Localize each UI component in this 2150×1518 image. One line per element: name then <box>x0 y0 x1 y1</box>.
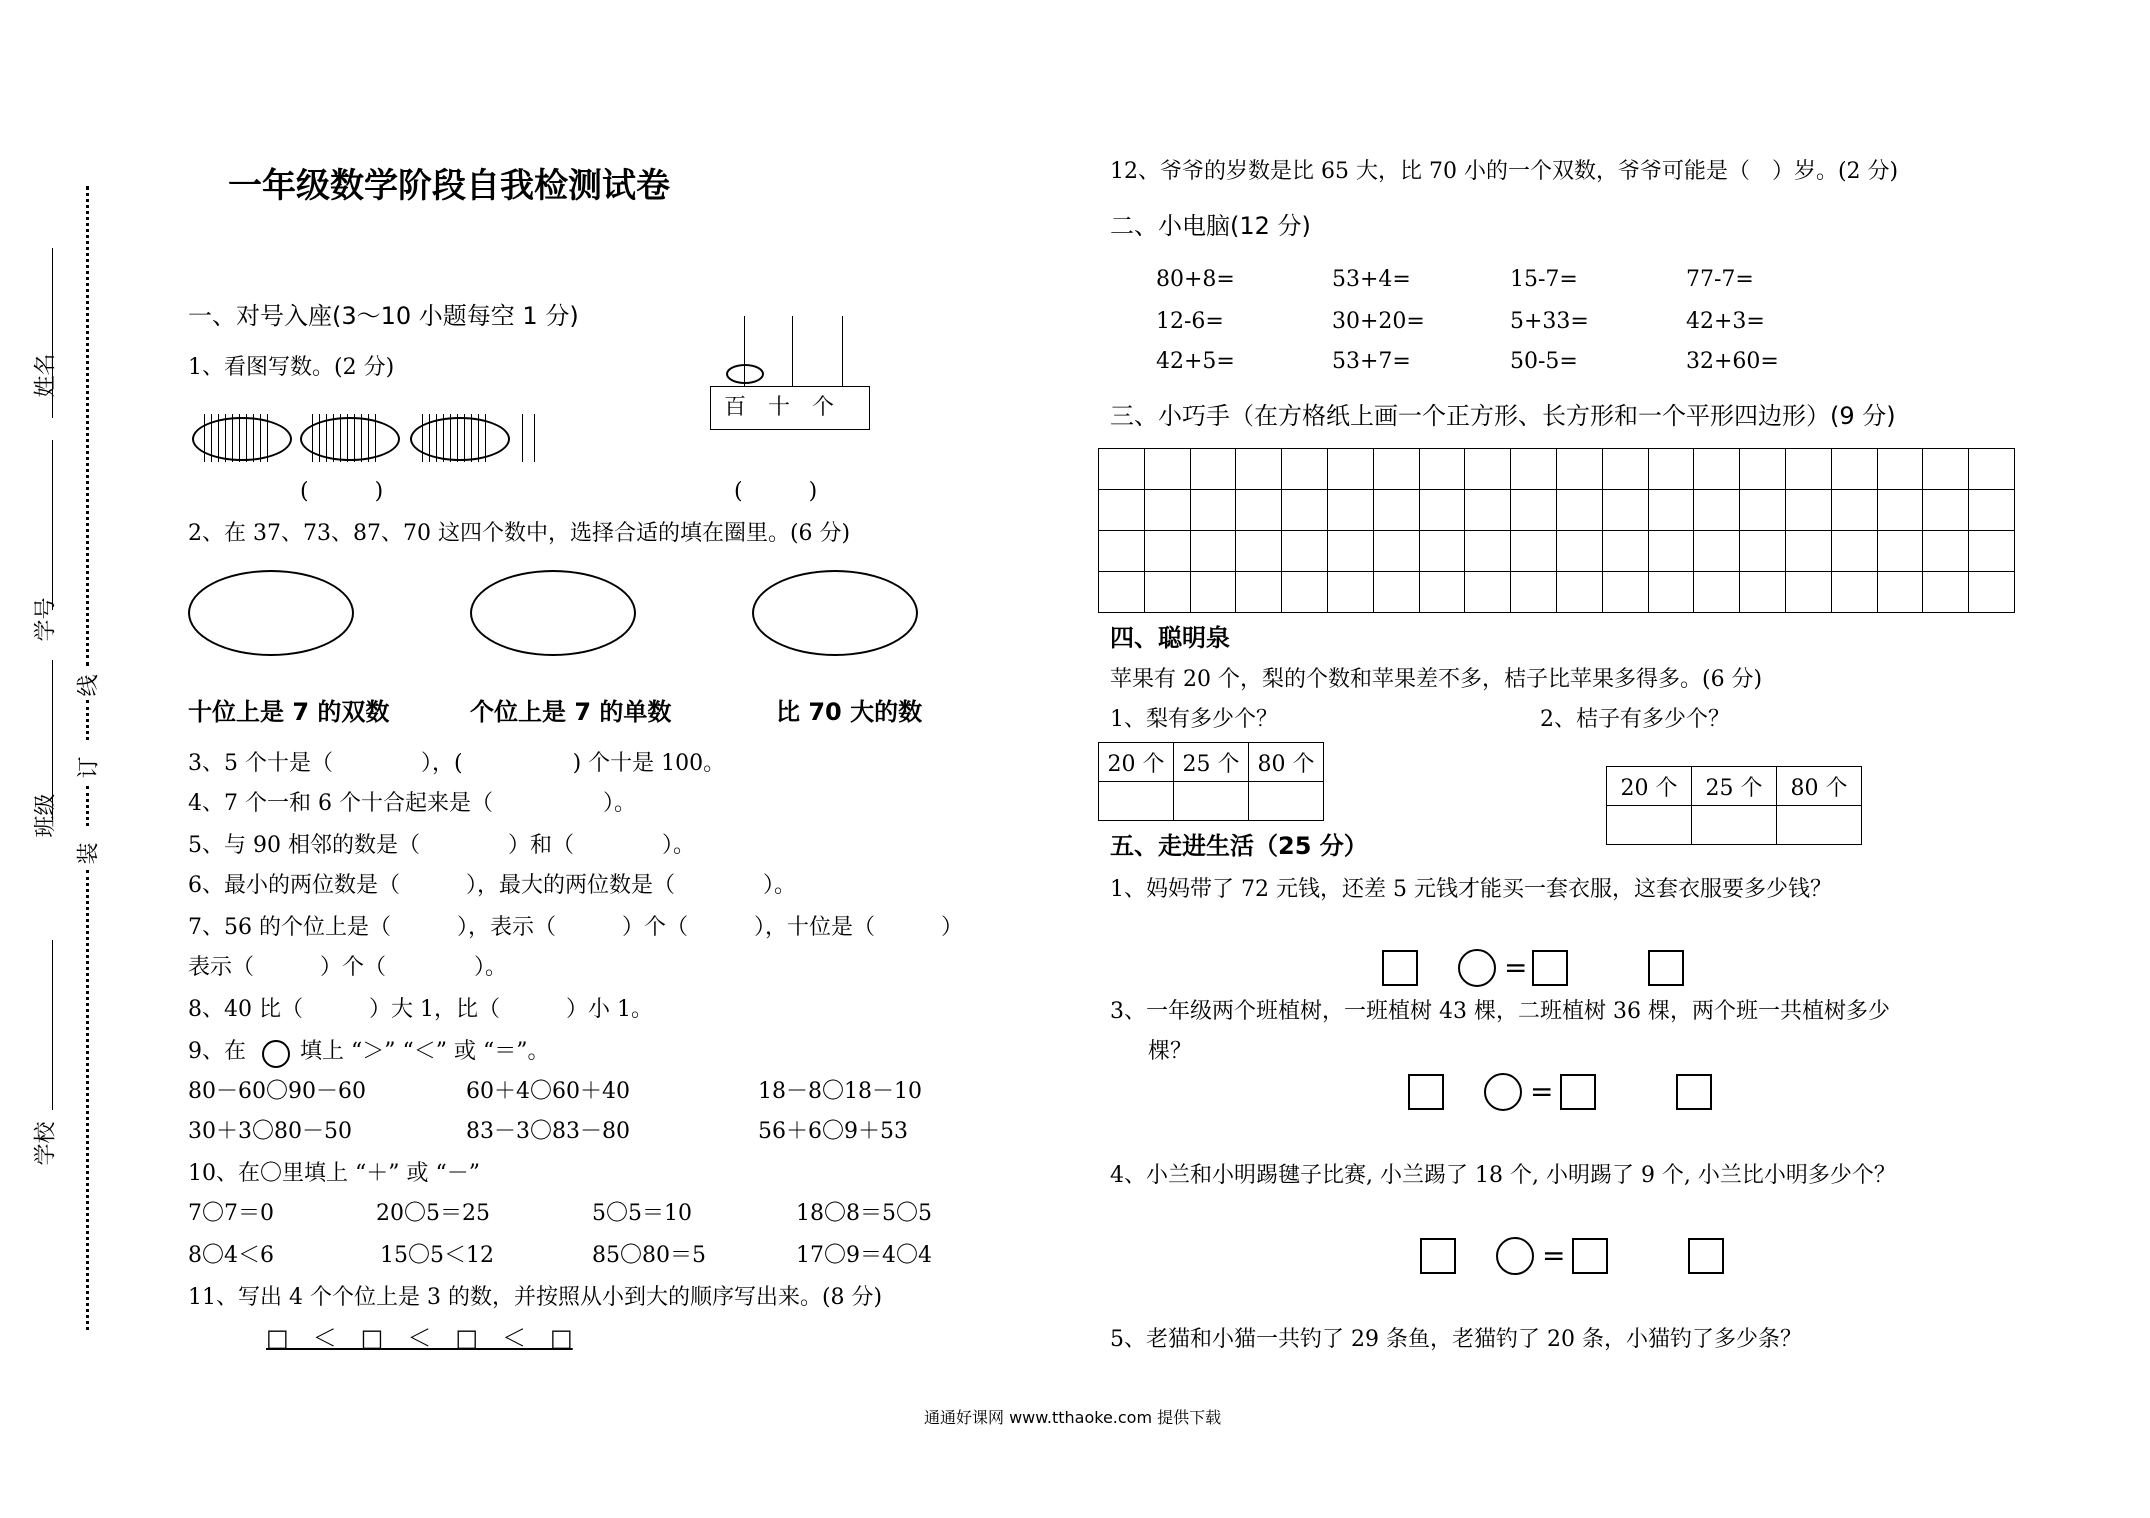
grid-cell[interactable] <box>1969 490 2015 531</box>
oval-label-2: 个位上是 7 的单数 <box>470 698 672 726</box>
grid-cell[interactable] <box>1282 531 1328 572</box>
grid-cell[interactable] <box>1282 490 1328 531</box>
grid-cell[interactable] <box>1923 572 1969 613</box>
q9-item: 80－60〇90－60 <box>188 1079 366 1104</box>
grid-cell[interactable] <box>1465 572 1511 613</box>
grid-cell[interactable] <box>1969 449 2015 490</box>
grid-cell[interactable] <box>1236 531 1282 572</box>
drawing-grid[interactable] <box>1098 448 2024 616</box>
answer-box[interactable] <box>1382 950 1418 986</box>
calc-item: 42+5= <box>1156 349 1235 374</box>
grid-cell[interactable] <box>1465 449 1511 490</box>
q6-text: 6、最小的两位数是（ ），最大的两位数是（ ）。 <box>188 873 796 898</box>
grid-cell[interactable] <box>1602 531 1648 572</box>
class-label: 班级 <box>33 793 59 838</box>
answer-box[interactable] <box>1532 950 1568 986</box>
q2-text: 2、在 37、73、87、70 这四个数中，选择合适的填在圈里。(6 分) <box>188 521 851 546</box>
answer-box[interactable] <box>1688 1238 1724 1274</box>
grid-cell[interactable] <box>1373 449 1419 490</box>
grid-cell[interactable] <box>1099 449 1145 490</box>
s4-intro: 苹果有 20 个，梨的个数和苹果差不多，桔子比苹果多得多。(6 分) <box>1110 667 1763 692</box>
q10-text: 10、在〇里填上 “＋” 或 “－” <box>188 1161 480 1186</box>
grid-cell[interactable] <box>1373 490 1419 531</box>
option-cell: 25 个 <box>1692 767 1777 806</box>
binding-dotted-line-top <box>86 186 89 666</box>
calc-item: 30+20= <box>1332 309 1425 334</box>
grid-cell[interactable] <box>1236 490 1282 531</box>
grid-cell[interactable] <box>1373 572 1419 613</box>
s5-q3-line1: 3、一年级两个班植树，一班植树 43 棵，二班植树 36 棵，两个班一共植树多少 <box>1110 999 1890 1024</box>
grid-cell[interactable] <box>1327 531 1373 572</box>
stick-bundle-1 <box>204 414 284 462</box>
section5-heading: 五、走进生活（25 分） <box>1110 832 1368 860</box>
grid-cell[interactable] <box>1648 531 1694 572</box>
grid-cell[interactable] <box>1419 572 1465 613</box>
answer-cell[interactable] <box>1174 782 1249 821</box>
option-cell: 20 个 <box>1099 743 1174 782</box>
answer-cell[interactable] <box>1099 782 1174 821</box>
binding-label-ding: 订 <box>76 756 102 779</box>
q10-item: 5〇5＝10 <box>592 1201 692 1226</box>
school-line <box>52 940 53 1110</box>
grid-cell[interactable] <box>1923 490 1969 531</box>
number-line <box>52 440 53 610</box>
grid-cell[interactable] <box>1144 490 1190 531</box>
q10-item: 17〇9＝4〇4 <box>796 1243 932 1268</box>
answer-cell[interactable] <box>1249 782 1324 821</box>
q9-item: 30＋3〇80－50 <box>188 1119 352 1144</box>
equals-sign: = <box>1504 951 1528 984</box>
abacus-place-labels: 百 十 个 <box>724 395 835 420</box>
orange-options-table <box>1606 766 1862 845</box>
grid-cell[interactable] <box>1327 490 1373 531</box>
q9-text-prefix: 9、在 <box>188 1039 246 1064</box>
s5-q5: 5、老猫和小猫一共钓了 29 条鱼，老猫钓了 20 条，小猫钓了多少条？ <box>1110 1327 1802 1352</box>
grid-cell[interactable] <box>1831 572 1877 613</box>
grid-cell[interactable] <box>1785 572 1831 613</box>
grid-cell[interactable] <box>1831 490 1877 531</box>
q7-text-line1: 7、56 的个位上是（ ），表示（ ）个（ ），十位是（ ） <box>188 915 963 940</box>
grid-cell[interactable] <box>1190 572 1236 613</box>
q8-text: 8、40 比（ ）大 1，比（ ）小 1。 <box>188 997 653 1022</box>
calc-item: 12-6= <box>1156 309 1224 334</box>
school-label: 学校 <box>33 1121 59 1166</box>
grid-cell[interactable] <box>1144 449 1190 490</box>
q9-item: 83－3〇83－80 <box>466 1119 630 1144</box>
section1-heading: 一、对号入座(3～10 小题每空 1 分) <box>188 302 579 330</box>
q4-text: 4、7 个一和 6 个十合起来是（ ）。 <box>188 791 636 816</box>
section4-heading: 四、聪明泉 <box>1110 624 1230 652</box>
grid-cell[interactable] <box>1785 449 1831 490</box>
grid-cell[interactable] <box>1648 490 1694 531</box>
q7-text-line2: 表示（ ）个（ ）。 <box>188 955 508 980</box>
q10-item: 85〇80＝5 <box>592 1243 706 1268</box>
grid-cell[interactable] <box>1969 572 2015 613</box>
single-sticks <box>522 414 542 462</box>
calc-item: 5+33= <box>1510 309 1589 334</box>
q5-text: 5、与 90 相邻的数是（ ）和（ ）。 <box>188 833 695 858</box>
grid-cell[interactable] <box>1694 531 1740 572</box>
calc-item: 15-7= <box>1510 267 1578 292</box>
s5-q4: 4、小兰和小明踢毽子比赛, 小兰踢了 18 个, 小明踢了 9 个, 小兰比小明多少个？ <box>1110 1163 1896 1188</box>
answer-box[interactable] <box>1676 1074 1712 1110</box>
q9-circle-icon <box>262 1040 290 1068</box>
grid-cell[interactable] <box>1236 572 1282 613</box>
grid-cell[interactable] <box>1419 449 1465 490</box>
q11-text: 11、写出 4 个个位上是 3 的数，并按照从小到大的顺序写出来。(8 分) <box>188 1285 883 1310</box>
grid-cell[interactable] <box>1373 531 1419 572</box>
binding-label-xian: 线 <box>76 674 102 697</box>
calc-item: 80+8= <box>1156 267 1235 292</box>
equals-sign: = <box>1542 1239 1566 1272</box>
answer-box[interactable] <box>1420 1238 1456 1274</box>
grid-cell[interactable] <box>1877 490 1923 531</box>
binding-label-zhuang: 装 <box>76 842 102 865</box>
grid-cell[interactable] <box>1511 531 1557 572</box>
stick-bundle-2 <box>312 414 392 462</box>
grid-cell[interactable] <box>1327 449 1373 490</box>
grid-cell[interactable] <box>1419 531 1465 572</box>
grid-cell[interactable] <box>1327 572 1373 613</box>
grid-cell[interactable] <box>1602 449 1648 490</box>
option-cell: 80 个 <box>1249 743 1324 782</box>
s4-q2: 2、桔子有多少个？ <box>1540 707 1730 732</box>
grid-cell[interactable] <box>1694 572 1740 613</box>
calc-item: 53+7= <box>1332 349 1411 374</box>
q1-answer-blank-right[interactable]: ( ) <box>734 479 818 504</box>
q1-text: 1、看图写数。(2 分) <box>188 355 395 380</box>
calc-item: 77-7= <box>1686 267 1754 292</box>
s5-q3-line2: 棵？ <box>1148 1039 1193 1064</box>
grid-cell[interactable] <box>1785 531 1831 572</box>
abacus-rod-tens <box>792 316 793 386</box>
name-label: 姓名 <box>33 353 59 398</box>
q9-item: 56＋6〇9＋53 <box>758 1119 908 1144</box>
option-cell: 20 个 <box>1607 767 1692 806</box>
operator-circle[interactable] <box>1496 1237 1534 1275</box>
grid-cell[interactable] <box>1556 572 1602 613</box>
q9-item: 18－8〇18－10 <box>758 1079 922 1104</box>
option-cell: 80 个 <box>1777 767 1862 806</box>
q1-answer-blank-left[interactable]: ( ) <box>300 479 384 504</box>
grid-cell[interactable] <box>1556 531 1602 572</box>
number-label: 学号 <box>33 597 59 642</box>
binding-dotted-line-mid1 <box>86 700 89 740</box>
grid-cell[interactable] <box>1923 449 1969 490</box>
pear-options-table <box>1098 742 1324 821</box>
q11-answer-boxes[interactable]: □ ＜ □ ＜ □ ＜ □ <box>266 1324 573 1352</box>
grid-cell[interactable] <box>1190 531 1236 572</box>
grid-cell[interactable] <box>1465 531 1511 572</box>
grid-cell[interactable] <box>1465 490 1511 531</box>
answer-box[interactable] <box>1648 950 1684 986</box>
grid-cell[interactable] <box>1099 531 1145 572</box>
s5-q1: 1、妈妈带了 72 元钱，还差 5 元钱才能买一套衣服，这套衣服要多少钱？ <box>1110 877 1832 902</box>
oval-label-3: 比 70 大的数 <box>776 698 923 726</box>
answer-oval-1[interactable] <box>188 570 354 656</box>
grid-cell[interactable] <box>1877 449 1923 490</box>
grid-cell[interactable] <box>1740 531 1786 572</box>
grid-cell[interactable] <box>1144 531 1190 572</box>
grid-cell[interactable] <box>1740 572 1786 613</box>
answer-oval-2[interactable] <box>470 570 636 656</box>
operator-circle[interactable] <box>1484 1073 1522 1111</box>
grid-cell[interactable] <box>1740 490 1786 531</box>
answer-box[interactable] <box>1408 1074 1444 1110</box>
grid-cell[interactable] <box>1877 531 1923 572</box>
q10-item: 15〇5＜12 <box>380 1243 494 1268</box>
q12-text: 12、爷爷的岁数是比 65 大，比 70 小的一个双数，爷爷可能是（ ）岁。(2 分) <box>1110 159 1899 184</box>
q10-item: 18〇8＝5〇5 <box>796 1201 932 1226</box>
footer-source: 通通好课网 www.tthaoke.com 提供下载 <box>924 1408 1222 1427</box>
grid-cell[interactable] <box>1556 490 1602 531</box>
calc-item: 50-5= <box>1510 349 1578 374</box>
grid-cell[interactable] <box>1511 572 1557 613</box>
operator-circle[interactable] <box>1458 949 1496 987</box>
calc-item: 42+3= <box>1686 309 1765 334</box>
grid-cell[interactable] <box>1099 490 1145 531</box>
q10-item: 20〇5＝25 <box>376 1201 490 1226</box>
s4-q1: 1、梨有多少个？ <box>1110 707 1278 732</box>
answer-box[interactable] <box>1572 1238 1608 1274</box>
grid-cell[interactable] <box>1785 490 1831 531</box>
answer-oval-3[interactable] <box>752 570 918 656</box>
grid-cell[interactable] <box>1236 449 1282 490</box>
grid-cell[interactable] <box>1694 490 1740 531</box>
answer-cell[interactable] <box>1607 806 1692 845</box>
grid-cell[interactable] <box>1831 449 1877 490</box>
q10-item: 8〇4＜6 <box>188 1243 274 1268</box>
q9-text-suffix: 填上 “＞” “＜” 或 “＝”。 <box>300 1039 550 1064</box>
grid-cell[interactable] <box>1144 572 1190 613</box>
grid-cell[interactable] <box>1190 449 1236 490</box>
grid-cell[interactable] <box>1923 531 1969 572</box>
grid-cell[interactable] <box>1602 490 1648 531</box>
grid-cell[interactable] <box>1740 449 1786 490</box>
grid-cell[interactable] <box>1648 572 1694 613</box>
grid-cell[interactable] <box>1419 490 1465 531</box>
section3-heading: 三、小巧手（在方格纸上画一个正方形、长方形和一个平形四边形）(9 分) <box>1110 402 1896 430</box>
calc-item: 53+4= <box>1332 267 1411 292</box>
grid-cell[interactable] <box>1648 449 1694 490</box>
grid-cell[interactable] <box>1602 572 1648 613</box>
oval-label-1: 十位上是 7 的双数 <box>188 698 390 726</box>
grid-cell[interactable] <box>1511 449 1557 490</box>
grid-cell[interactable] <box>1099 572 1145 613</box>
stick-bundle-3 <box>422 414 502 462</box>
section2-heading: 二、小电脑(12 分) <box>1110 212 1311 240</box>
grid-cell[interactable] <box>1190 490 1236 531</box>
q3-text: 3、5 个十是（ ），( ) 个十是 100。 <box>188 751 726 776</box>
grid-cell[interactable] <box>1511 490 1557 531</box>
option-cell: 25 个 <box>1174 743 1249 782</box>
grid-cell[interactable] <box>1282 449 1328 490</box>
equals-sign: = <box>1530 1075 1554 1108</box>
answer-cell[interactable] <box>1777 806 1862 845</box>
grid-cell[interactable] <box>1831 531 1877 572</box>
page-title: 一年级数学阶段自我检测试卷 <box>228 166 670 206</box>
abacus-rod-ones <box>842 316 843 386</box>
binding-dotted-line-mid2 <box>86 786 89 826</box>
abacus-bead <box>726 364 764 384</box>
grid-table[interactable] <box>1098 448 2015 613</box>
calc-item: 32+60= <box>1686 349 1779 374</box>
q9-item: 60＋4〇60＋40 <box>466 1079 630 1104</box>
q10-item: 7〇7＝0 <box>188 1201 274 1226</box>
binding-dotted-line-bottom <box>86 870 89 1330</box>
grid-cell[interactable] <box>1282 572 1328 613</box>
grid-cell[interactable] <box>1969 531 2015 572</box>
answer-box[interactable] <box>1560 1074 1596 1110</box>
answer-cell[interactable] <box>1692 806 1777 845</box>
grid-cell[interactable] <box>1877 572 1923 613</box>
grid-cell[interactable] <box>1556 449 1602 490</box>
grid-cell[interactable] <box>1694 449 1740 490</box>
